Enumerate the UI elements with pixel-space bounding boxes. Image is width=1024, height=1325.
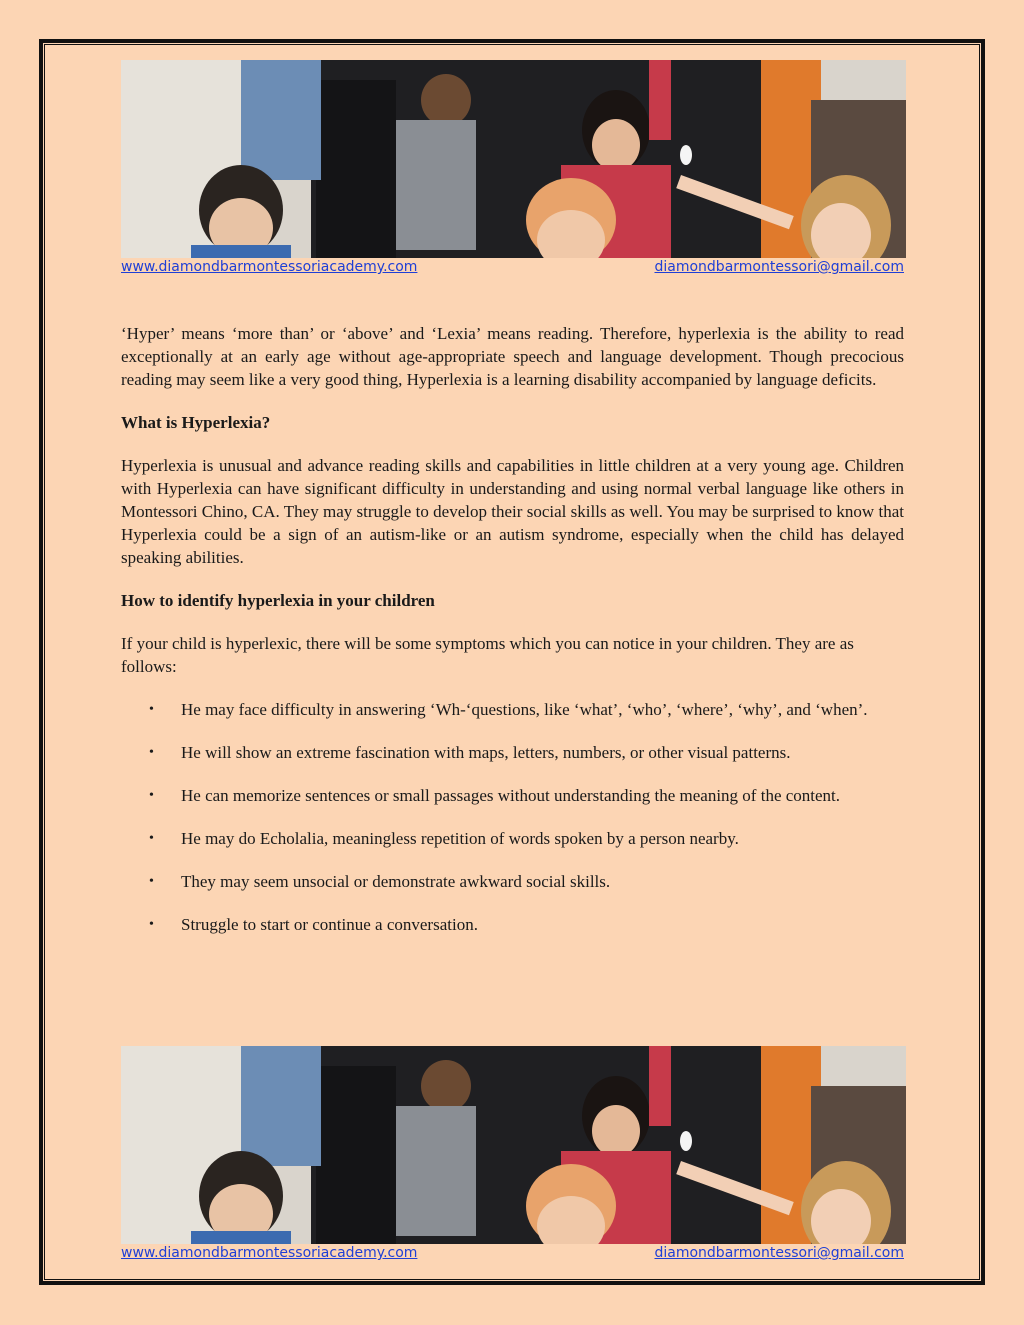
heading-what-is-hyperlexia: What is Hyperlexia? bbox=[121, 413, 271, 432]
heading-how-to-identify: How to identify hyperlexia in your children bbox=[121, 591, 435, 610]
footer-website-link[interactable]: www.diamondbarmontessoriacademy.com bbox=[121, 1245, 418, 1261]
list-item: • He will show an extreme fascination with maps, letters, numbers, or other visual patterns. bbox=[149, 743, 791, 762]
footer-email-link[interactable]: diamondbarmontessori@gmail.com bbox=[654, 1245, 904, 1261]
footer-photo bbox=[121, 1046, 906, 1244]
definition-paragraph: Hyperlexia is unusual and advance reading skills and capabilities in little children at a very young age. Children with Hyperlexia can have significant difficulty in understanding and using normal verbal language like others in Montessori Chino, CA. They may struggle to develop their social skills as well. You may be surprised to know that Hyperlexia could be a sign of an autism-like or an autism syndrome, especially when the child has delayed speaking abilities. bbox=[121, 456, 904, 567]
header-email-link[interactable]: diamondbarmontessori@gmail.com bbox=[654, 259, 904, 275]
header-photo bbox=[121, 60, 906, 258]
list-item: • Struggle to start or continue a conversation. bbox=[149, 915, 478, 934]
footer-contact-row bbox=[121, 1245, 906, 1265]
list-item: • They may seem unsocial or demonstrate awkward social skills. bbox=[149, 872, 611, 891]
bullet-icon: • bbox=[149, 702, 154, 717]
article-body bbox=[121, 322, 904, 956]
list-item: • He may face difficulty in answering ‘Wh-‘questions, like ‘what’, ‘who’, ‘where’, ‘why’, and ‘when’. bbox=[149, 700, 868, 719]
intro-paragraph: ‘Hyper’ means ‘more than’ or ‘above’ and ‘Lexia’ means reading. Therefore, hyperlexia is the ability to read exceptionally at an early age without age-appropriate speech and language development. Though precocious reading may seem like a very good thing, Hyperlexia is a learning disability accompanied by language deficits. bbox=[121, 324, 904, 389]
bullet-icon: • bbox=[149, 917, 154, 932]
header-contact-row bbox=[121, 259, 906, 279]
symptoms-list bbox=[121, 698, 904, 936]
header-website-link[interactable]: www.diamondbarmontessoriacademy.com bbox=[121, 259, 418, 275]
bullet-icon: • bbox=[149, 788, 154, 803]
bullet-icon: • bbox=[149, 745, 154, 760]
list-item: • He can memorize sentences or small passages without understanding the meaning of the content. bbox=[149, 786, 841, 805]
list-item: • He may do Echolalia, meaningless repetition of words spoken by a person nearby. bbox=[149, 829, 739, 848]
bullet-icon: • bbox=[149, 874, 154, 889]
symptoms-intro-paragraph: If your child is hyperlexic, there will be some symptoms which you can notice in your children. They are as follows: bbox=[121, 634, 854, 676]
bullet-icon: • bbox=[149, 831, 154, 846]
